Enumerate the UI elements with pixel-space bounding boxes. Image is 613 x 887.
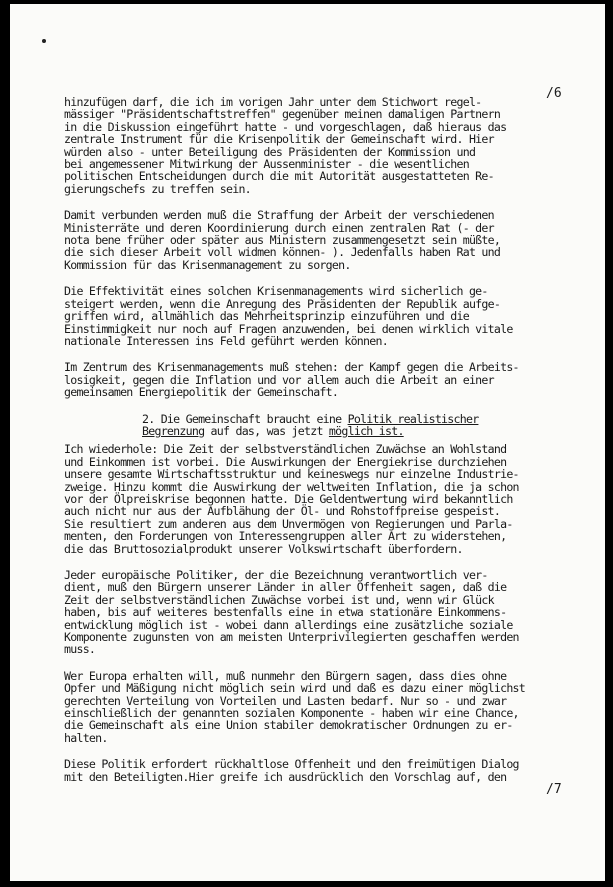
scan-speck	[42, 39, 46, 43]
section-heading	[142, 413, 598, 438]
body-text	[64, 96, 598, 797]
document-page	[10, 4, 605, 881]
heading-suffix: auf das, was jetzt	[204, 423, 329, 438]
heading-prefix: 2. Die Gemeinschaft braucht eine	[142, 411, 348, 426]
page-number-top: /6	[546, 86, 562, 101]
heading-underlined-1: Politik realistischer	[347, 411, 479, 426]
heading-underlined-3: möglich ist.	[328, 423, 404, 438]
paragraph-8: Diese Politik erfordert rückhaltlose Offenheit und den freimütigen Dialog mit den Beteiligten.Hier greife ich ausdrücklich den Vorschlag auf, den	[64, 757, 519, 784]
heading-underlined-2: Begrenzung	[142, 423, 205, 438]
paragraph-5: Ich wiederhole: Die Zeit der selbstverständlichen Zuwächse an Wohlstand und Einkommen ist vorbei. Die Auswirkungen der Energiekrise durchziehen unsere gesamte Wirtschaftsstruktur und keineswegs nur einzelne Industrie- zweige. Hinzu kommt die Auswirkung der weltweiten Inflation, die ja schon vor der Ölpreiskrise begonnen hatte. Die Geldentwertung wird bekanntlich auch nicht nur aus der Aufblähung der Öl- und Rohstoffpreise gespeist. Sie resultiert zum anderen aus dem Unvermögen von Regierungen und Parla- menten, den Forderungen von Interessengruppen aller Art zu widerstehen, die das Bruttosozialprodukt unserer Volkswirtschaft überfordern.	[64, 442, 519, 556]
paragraph-1: hinzufügen darf, die ich im vorigen Jahr unter dem Stichwort regel- mässiger "Präsidentschaftstreffen" gegenüber meinen damaligen Partnern in die Diskussion eingeführt hatte - und vorgeschlagen, daß hieraus das zentrale Instrument für die Krisenpolitik der Gemeinschaft wird. Hier würden also - unter Beteiligung des Präsidenten der Kommission und bei angemessener Mitwirkung der Aussenminister - die wesentlichen politischen Entscheidungen durch die mit Autorität ausgestatteten Re- gierungschefs zu treffen sein.	[64, 95, 507, 196]
paragraph-6: Jeder europäische Politiker, der die Bezeichnung verantwortlich ver- dient, muß den Bürgern unserer Länder in aller Offenheit sagen, daß die Zeit der selbstverständlichen Zuwächse vorbei ist und, wenn wir Glück haben, bis auf weiteres bestenfalls eine in etwa stationäre Einkommens- entwicklung möglich ist - wobei dann allerdings eine zusätzliche soziale Komponente zugunsten von am meisten Unterprivilegierten geschaffen werden muss.	[64, 568, 519, 657]
paragraph-7: Wer Europa erhalten will, muß nunmehr den Bürgern sagen, dass dies ohne Opfer und Mäßigung nicht möglich sein wird und daß es dazu einer möglichst gerechten Verteilung von Vorteilen und Lasten bedarf. Nur so - und zwar einschließlich der genannten sozialen Komponente - haben wir eine Chance, die Gemeinschaft als eine Union stabiler demokratischer Ordnungen zu er- halten.	[64, 668, 526, 745]
page-number-bottom: /7	[546, 782, 562, 797]
paragraph-3: Die Effektivität eines solchen Krisenmanagements wird sicherlich ge- steigert werden, wenn die Anregung des Präsidenten der Republik aufge- griffen wird, allmählich das Mehrheitsprinzip einzuführen und die Einstimmigkeit nur noch auf Fragen anzuwenden, bei denen wirklich vitale nationale Interessen ins Feld geführt werden können.	[64, 284, 513, 348]
paragraph-2: Damit verbunden werden muß die Straffung der Arbeit der verschiedenen Ministerräte und deren Koordinierung durch einen zentralen Rat (- der nota bene früher oder später aus Ministern zusammengesetzt sein müßte, die sich dieser Arbeit voll widmen können- ). Jedenfalls haben Rat und Kommission für das Krisenmanagement zu sorgen.	[64, 208, 501, 272]
paragraph-4: Im Zentrum des Krisenmanagements muß stehen: der Kampf gegen die Arbeits- losigkeit, gegen die Inflation und vor allem auch die Arbeit an einer gemeinsamen Energiepolitik der Gemeinschaft.	[64, 360, 519, 400]
